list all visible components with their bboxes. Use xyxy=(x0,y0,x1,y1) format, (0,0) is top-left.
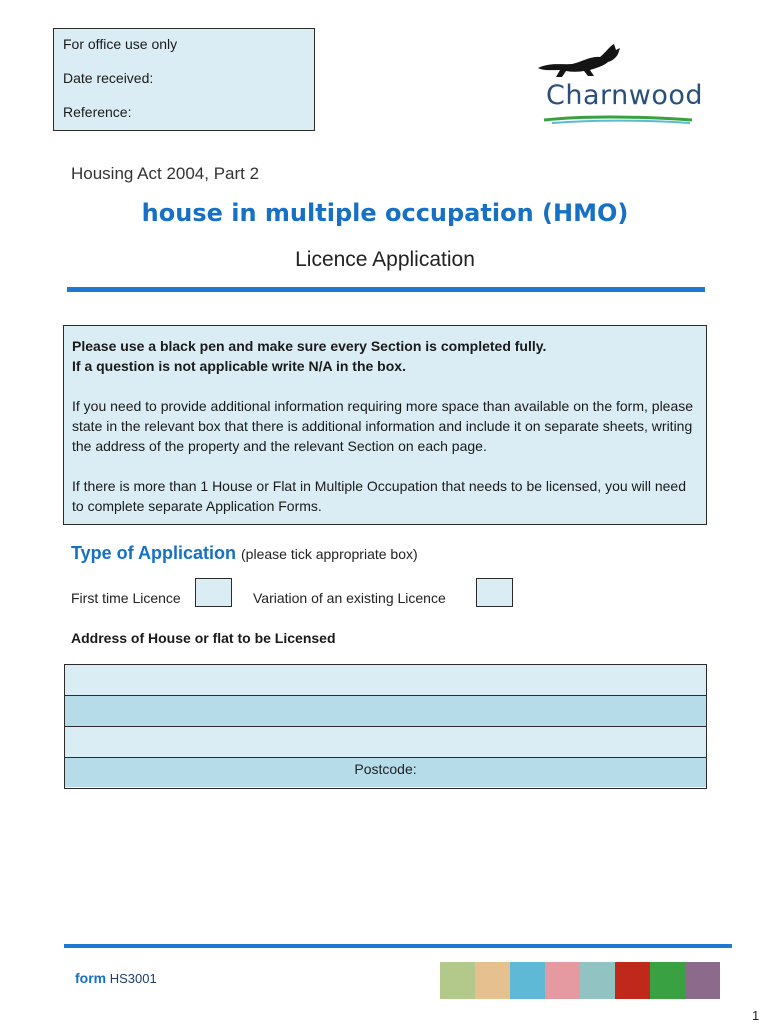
page-title: house in multiple occupation (HMO) xyxy=(141,199,629,227)
reference-label: Reference: xyxy=(63,104,132,120)
instruction-multiple-hmo: If there is more than 1 House or Flat in Multiple Occupation that needs to be licensed, you will need to complete separate Application Forms. xyxy=(72,478,687,514)
form-code xyxy=(75,970,157,986)
date-received-label: Date received: xyxy=(63,70,154,86)
logo-text: Charnwood xyxy=(546,80,704,111)
fox-icon xyxy=(532,40,702,85)
instructions-box xyxy=(63,325,707,525)
color-swatch-strip xyxy=(440,962,720,999)
color-swatch xyxy=(440,962,475,999)
color-swatch xyxy=(545,962,580,999)
logo-underline xyxy=(542,114,712,126)
page-number: 1 xyxy=(752,1008,760,1023)
first-time-licence-label: First time Licence xyxy=(71,590,181,606)
address-heading: Address of House or flat to be Licensed xyxy=(71,630,336,646)
act-title: Housing Act 2004, Part 2 xyxy=(71,164,260,183)
divider xyxy=(67,287,705,292)
form-number: HS3001 xyxy=(109,971,157,986)
color-swatch xyxy=(475,962,510,999)
form-word: form xyxy=(75,970,107,986)
first-time-licence-checkbox[interactable] xyxy=(195,578,232,607)
instruction-additional-info: If you need to provide additional information requiring more space than available on the form, please state in the relevant box that there is additional information and include it on separate sheets, writing the address of the property and the relevant Section on each page. xyxy=(72,398,694,454)
address-line-2-field[interactable] xyxy=(65,696,706,727)
postcode-field[interactable] xyxy=(65,758,706,787)
instruction-pen: Please use a black pen and make sure every Section is completed fully. xyxy=(72,338,547,354)
application-type-note: (please tick appropriate box) xyxy=(241,546,418,562)
variation-licence-label: Variation of an existing Licence xyxy=(253,590,446,606)
color-swatch xyxy=(615,962,650,999)
office-use-box xyxy=(53,28,315,131)
address-line-1-field[interactable] xyxy=(65,665,706,696)
footer-divider xyxy=(64,944,732,948)
charnwood-logo xyxy=(532,40,702,125)
color-swatch xyxy=(685,962,720,999)
application-type-section xyxy=(71,543,418,564)
application-type-heading: Type of Application xyxy=(71,543,236,563)
color-swatch xyxy=(580,962,615,999)
address-table xyxy=(64,664,707,789)
color-swatch xyxy=(510,962,545,999)
variation-licence-checkbox[interactable] xyxy=(476,578,513,607)
color-swatch xyxy=(650,962,685,999)
instruction-na: If a question is not applicable write N/A in the box. xyxy=(72,358,406,374)
page-subtitle: Licence Application xyxy=(295,248,475,271)
office-use-heading: For office use only xyxy=(63,36,178,52)
address-line-3-field[interactable] xyxy=(65,727,706,758)
postcode-label: Postcode: xyxy=(354,761,417,777)
